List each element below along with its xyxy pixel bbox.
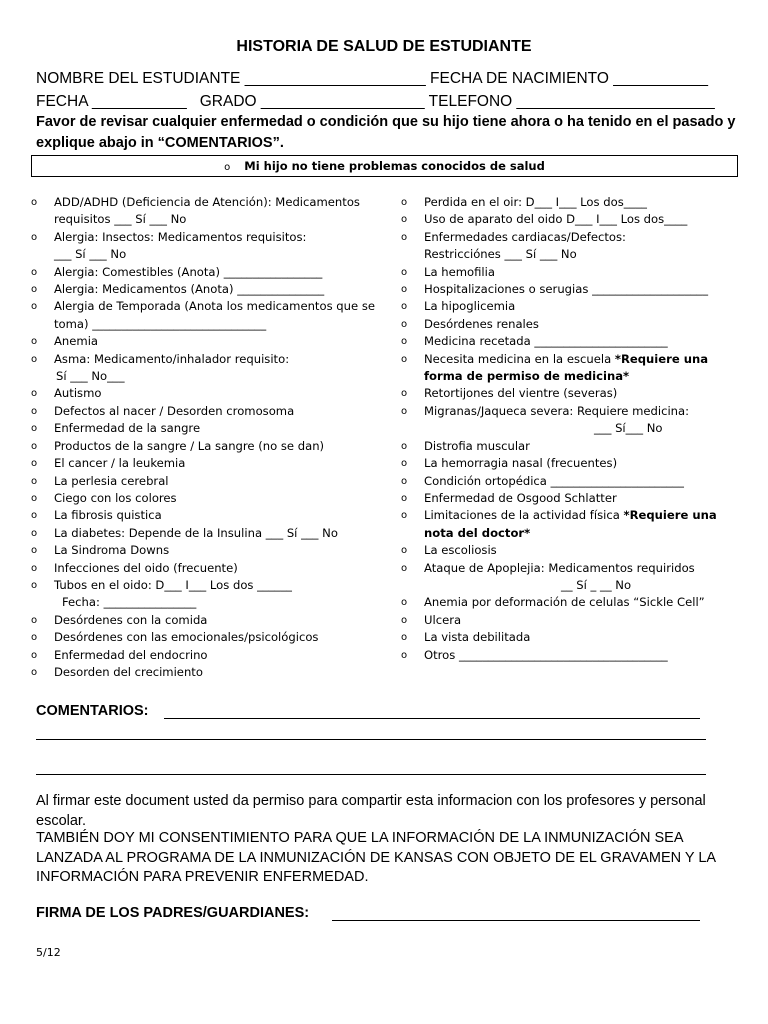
- requirement-note: nota del doctor*: [424, 525, 531, 540]
- condition-label: Autismo: [54, 386, 102, 401]
- condition-label: La perlesia cerebral: [54, 473, 169, 488]
- bullet-icon: o: [31, 527, 38, 539]
- condition-item[interactable]: [28, 473, 378, 490]
- bullet-icon: o: [401, 301, 408, 313]
- bullet-icon: o: [401, 388, 408, 400]
- condition-item[interactable]: [398, 403, 738, 438]
- condition-label: Migranas/Jaqueca severa: Requiere medicina:: [424, 403, 690, 418]
- condition-item[interactable]: [398, 542, 738, 559]
- bullet-icon: o: [31, 336, 38, 348]
- condition-label: La vista debilitada: [424, 630, 531, 645]
- condition-detail: Sí ___ No___: [56, 369, 125, 384]
- condition-label: Otros ____________________________________: [424, 647, 668, 662]
- condition-label: Alergia: Comestibles (Anota) _________________: [54, 264, 323, 279]
- condition-item[interactable]: [398, 612, 738, 629]
- bullet-icon: o: [31, 440, 38, 452]
- condition-detail: Fecha: ________________: [62, 595, 197, 610]
- condition-item[interactable]: [398, 490, 738, 507]
- bullet-icon: o: [31, 266, 38, 278]
- condition-label: Enfermedad del endocrino: [54, 647, 208, 662]
- bullet-icon: o: [401, 632, 408, 644]
- condition-label: Desórdenes con las emocionales/psicológicos: [54, 630, 319, 645]
- condition-label: ADD/ADHD (Deficiencia de Atención): Medicamentos: [54, 195, 360, 209]
- bullet-icon: o: [401, 545, 408, 557]
- condition-item[interactable]: [28, 507, 378, 524]
- condition-item[interactable]: [398, 455, 738, 472]
- condition-label: Enfermedades cardiacas/Defectos:: [424, 229, 626, 244]
- form-version: 5/12: [36, 946, 61, 959]
- bullet-icon: o: [31, 231, 38, 243]
- condition-label: La hemorragia nasal (frecuentes): [424, 456, 618, 471]
- condition-label: Enfermedad de la sangre: [54, 421, 201, 436]
- requirement-note: *Requiere una: [623, 508, 717, 523]
- comments-label: COMENTARIOS:: [36, 703, 149, 719]
- condition-detail: Restricciónes ___ Sí ___ No: [424, 247, 577, 262]
- condition-item[interactable]: [28, 542, 378, 559]
- condition-item[interactable]: [28, 455, 378, 472]
- bullet-icon: o: [31, 197, 38, 208]
- bullet-icon: o: [31, 579, 38, 591]
- comments-line-2[interactable]: [36, 739, 706, 740]
- condition-label: Asma: Medicamento/inhalador requisito:: [54, 351, 290, 366]
- condition-label: Desórdenes renales: [424, 316, 539, 331]
- condition-label: Ulcera: [424, 612, 462, 627]
- bullet-icon: o: [224, 162, 231, 173]
- bullet-icon: o: [31, 301, 38, 313]
- signature-line[interactable]: [332, 920, 700, 921]
- bullet-icon: o: [401, 336, 408, 348]
- condition-item[interactable]: [28, 281, 378, 298]
- condition-label: Anemia por deformación de celulas “Sickle Cell”: [424, 595, 705, 610]
- header-line-date-grade-phone: FECHA ___________ GRADO ___________________ TELEFONO _______________________: [36, 93, 715, 110]
- condition-item[interactable]: [28, 385, 378, 402]
- condition-item[interactable]: [28, 612, 378, 629]
- condition-item[interactable]: [398, 229, 738, 264]
- bullet-icon: o: [31, 475, 38, 487]
- condition-detail: requisitos ___ Sí ___ No: [54, 212, 187, 227]
- condition-label: Medicina recetada _______________________: [424, 334, 668, 349]
- comments-line-1[interactable]: [164, 718, 700, 719]
- condition-label: El cancer / la leukemia: [54, 456, 186, 471]
- condition-item[interactable]: [398, 351, 738, 386]
- bullet-icon: o: [31, 562, 38, 574]
- condition-label: Alergia de Temporada (Anota los medicamentos que se: [54, 299, 376, 314]
- condition-label: La fibrosis quistica: [54, 508, 162, 523]
- condition-item[interactable]: [28, 351, 378, 386]
- header-line-name-dob: NOMBRE DEL ESTUDIANTE _____________________ FECHA DE NACIMIENTO ___________: [36, 70, 709, 87]
- condition-label: Uso de aparato del oido D___ I___ Los dos____: [424, 212, 688, 227]
- left-conditions-list: [28, 194, 378, 681]
- condition-item[interactable]: [28, 647, 378, 664]
- bullet-icon: o: [401, 197, 408, 208]
- condition-detail: toma) ______________________________: [54, 316, 267, 331]
- condition-item[interactable]: [28, 333, 378, 350]
- bullet-icon: o: [31, 284, 38, 296]
- condition-label: Ciego con los colores: [54, 490, 177, 505]
- bullet-icon: o: [401, 214, 408, 226]
- bullet-icon: o: [401, 266, 408, 278]
- condition-label: Alergia: Insectos: Medicamentos requisitos:: [54, 229, 307, 244]
- condition-label: Perdida en el oir: D___ I___ Los dos____: [424, 195, 647, 209]
- condition-label: Tubos en el oido: D___ I___ Los dos ______: [54, 577, 292, 592]
- consent-immunization: TAMBIÉN DOY MI CONSENTIMIENTO PARA QUE LA INFORMACIÓN DE LA INMUNIZACIÓN SEA LANZADA AL PROGRAMA DE LA INMUNIZACIÓN DE KANSAS CON OBJETO DE EL GRAVAMEN Y LA INFORMACIÓN PARA PREVENIR ENFERMEDAD.: [36, 830, 716, 885]
- condition-item[interactable]: [398, 385, 738, 402]
- condition-label: Enfermedad de Osgood Schlatter: [424, 490, 617, 505]
- bullet-icon: o: [401, 475, 408, 487]
- bullet-icon: o: [31, 492, 38, 504]
- condition-item[interactable]: [398, 264, 738, 281]
- requirement-note: *Requiere una: [614, 351, 709, 366]
- condition-item[interactable]: [28, 560, 378, 577]
- bullet-icon: o: [401, 405, 408, 417]
- condition-item[interactable]: [28, 403, 378, 420]
- condition-label: Hospitalizaciones o serugias ____________________: [424, 282, 709, 297]
- bullet-icon: o: [31, 405, 38, 417]
- condition-item[interactable]: [398, 473, 738, 490]
- condition-label: La escoliosis: [424, 543, 497, 558]
- condition-item[interactable]: [398, 647, 738, 664]
- condition-item[interactable]: [398, 281, 738, 298]
- condition-item[interactable]: [398, 333, 738, 350]
- condition-item[interactable]: [398, 194, 738, 211]
- condition-item[interactable]: [28, 490, 378, 507]
- condition-label: La hemofilia: [424, 264, 495, 279]
- bullet-icon: o: [31, 649, 38, 661]
- condition-label: Desórdenes con la comida: [54, 612, 208, 627]
- condition-item[interactable]: [398, 560, 738, 595]
- condition-label: La hipoglicemia: [424, 299, 516, 314]
- bullet-icon: o: [31, 510, 38, 522]
- bullet-icon: o: [401, 458, 408, 470]
- condition-item[interactable]: [398, 507, 738, 542]
- requirement-note: forma de permiso de medicina*: [424, 369, 630, 384]
- no-problems-label: Mi hijo no tiene problemas conocidos de salud: [244, 159, 545, 173]
- condition-item[interactable]: [28, 420, 378, 437]
- bullet-icon: o: [401, 614, 408, 626]
- bullet-icon: o: [31, 423, 38, 435]
- condition-detail: ___ Sí___ No: [594, 421, 663, 436]
- condition-item[interactable]: [398, 298, 738, 315]
- form-title: HISTORIA DE SALUD DE ESTUDIANTE: [236, 38, 532, 55]
- bullet-icon: o: [31, 388, 38, 400]
- condition-item[interactable]: [398, 316, 738, 333]
- comments-line-3[interactable]: [36, 774, 706, 775]
- condition-label: Retortijones del vientre (severas): [424, 386, 618, 401]
- condition-label: Desorden del crecimiento: [54, 664, 203, 679]
- bullet-icon: o: [401, 562, 408, 574]
- condition-item[interactable]: [28, 194, 378, 229]
- condition-item[interactable]: [28, 264, 378, 281]
- bullet-icon: o: [401, 284, 408, 296]
- condition-item[interactable]: [28, 438, 378, 455]
- condition-item[interactable]: [398, 594, 738, 611]
- condition-item[interactable]: [28, 629, 378, 646]
- bullet-icon: o: [31, 353, 38, 365]
- condition-item[interactable]: [398, 438, 738, 455]
- bullet-icon: o: [401, 353, 408, 365]
- condition-label: Productos de la sangre / La sangre (no se dan): [54, 438, 325, 453]
- condition-label: Alergia: Medicamentos (Anota) _______________: [54, 282, 325, 297]
- condition-detail: __ Sí _ __ No: [561, 577, 632, 592]
- bullet-icon: o: [31, 545, 38, 557]
- bullet-icon: o: [31, 632, 38, 644]
- condition-label: Defectos al nacer / Desorden cromosoma: [54, 403, 295, 418]
- condition-label: Limitaciones de la actividad física: [424, 508, 620, 523]
- condition-label: La Sindroma Downs: [54, 543, 170, 558]
- condition-label: Infecciones del oido (frecuente): [54, 560, 238, 575]
- condition-label: Necesita medicina en la escuela: [424, 351, 612, 366]
- bullet-icon: o: [401, 597, 408, 609]
- condition-label: Anemia: [54, 334, 99, 349]
- condition-label: Ataque de Apoplejia: Medicamentos requiridos: [424, 560, 695, 575]
- condition-item[interactable]: [398, 211, 738, 228]
- instructions: Favor de revisar cualquier enfermedad o condición que su hijo tiene ahora o ha tenido en el pasado y explique abajo in “COMENTARIOS”.: [36, 114, 736, 151]
- condition-item[interactable]: [28, 664, 378, 681]
- consent-share-info: Al firmar este document usted da permiso para compartir esta informacion con los profesores y personal escolar.: [36, 793, 706, 829]
- signature-label: FIRMA DE LOS PADRES/GUARDIANES:: [36, 905, 310, 921]
- bullet-icon: o: [401, 510, 408, 522]
- condition-label: Distrofia muscular: [424, 438, 530, 453]
- condition-item[interactable]: [28, 525, 378, 542]
- no-known-problems-checkbox[interactable]: [31, 155, 738, 177]
- bullet-icon: o: [401, 318, 408, 330]
- condition-item[interactable]: [28, 229, 378, 264]
- right-conditions-list: [398, 194, 738, 664]
- condition-item[interactable]: [398, 629, 738, 646]
- bullet-icon: o: [401, 492, 408, 504]
- condition-label: La diabetes: Depende de la Insulina ___ Sí ___ No: [54, 525, 338, 540]
- condition-detail: ___ Sí ___ No: [54, 247, 127, 262]
- condition-label: Condición ortopédica _______________________: [424, 473, 684, 488]
- bullet-icon: o: [31, 458, 38, 470]
- condition-item[interactable]: [28, 577, 378, 612]
- condition-item[interactable]: [28, 298, 378, 333]
- bullet-icon: o: [31, 666, 38, 678]
- bullet-icon: o: [401, 649, 408, 661]
- bullet-icon: o: [401, 440, 408, 452]
- bullet-icon: o: [31, 614, 38, 626]
- bullet-icon: o: [401, 231, 408, 243]
